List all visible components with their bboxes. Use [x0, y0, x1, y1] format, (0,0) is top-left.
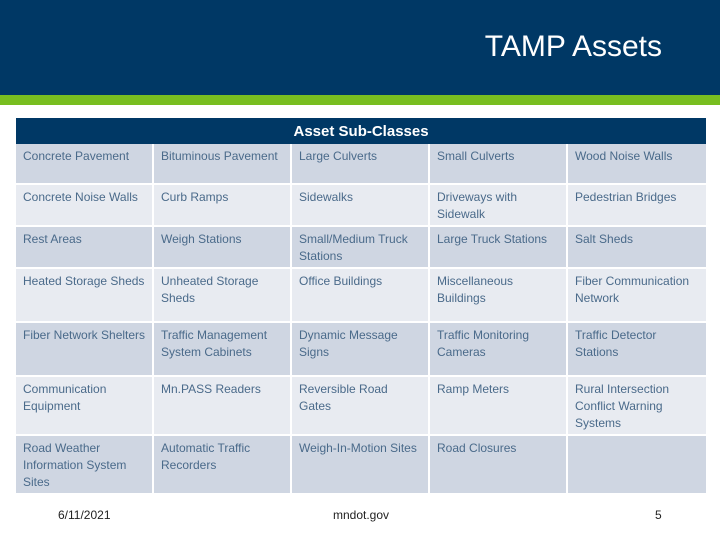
asset-subclasses-table	[16, 118, 706, 495]
table-cell: Reversible Road Gates	[292, 377, 430, 436]
table-cell: Large Culverts	[292, 144, 430, 185]
table-cell: Pedestrian Bridges	[568, 185, 706, 227]
table-cell: Unheated Storage Sheds	[154, 269, 292, 323]
table-cell: Concrete Pavement	[16, 144, 154, 185]
table-cell: Ramp Meters	[430, 377, 568, 436]
table-cell: Heated Storage Sheds	[16, 269, 154, 323]
table-cell: Fiber Communication Network	[568, 269, 706, 323]
table-cell: Traffic Monitoring Cameras	[430, 323, 568, 377]
table-cell: Salt Sheds	[568, 227, 706, 269]
table-cell	[568, 436, 706, 495]
footer-site: mndot.gov	[333, 508, 390, 522]
table-cell: Traffic Detector Stations	[568, 323, 706, 377]
table-row	[16, 323, 706, 377]
table-row	[16, 185, 706, 227]
table-cell: Weigh-In-Motion Sites	[292, 436, 430, 495]
table-header: Asset Sub-Classes	[16, 118, 706, 144]
page-number: 5	[655, 508, 662, 522]
table-cell: Communication Equipment	[16, 377, 154, 436]
table-cell: Road Weather Information System Sites	[16, 436, 154, 495]
table-cell: Small/Medium Truck Stations	[292, 227, 430, 269]
table-cell: Dynamic Message Signs	[292, 323, 430, 377]
table-row	[16, 144, 706, 185]
table-cell: Driveways with Sidewalk	[430, 185, 568, 227]
table-row	[16, 377, 706, 436]
table-cell: Large Truck Stations	[430, 227, 568, 269]
table-cell: Rest Areas	[16, 227, 154, 269]
table-cell: Road Closures	[430, 436, 568, 495]
table-cell: Fiber Network Shelters	[16, 323, 154, 377]
footer-date: 6/11/2021	[58, 508, 111, 522]
table-cell: Traffic Management System Cabinets	[154, 323, 292, 377]
table-cell: Miscellaneous Buildings	[430, 269, 568, 323]
table-cell: Curb Ramps	[154, 185, 292, 227]
table-cell: Bituminous Pavement	[154, 144, 292, 185]
accent-bar	[0, 95, 720, 105]
table-cell: Office Buildings	[292, 269, 430, 323]
table-header-row	[16, 118, 706, 144]
table-cell: Mn.PASS Readers	[154, 377, 292, 436]
table-row	[16, 227, 706, 269]
table-cell: Rural Intersection Conflict Warning Systems	[568, 377, 706, 436]
table-cell: Sidewalks	[292, 185, 430, 227]
slide-title: TAMP Assets	[484, 30, 662, 63]
table-cell: Concrete Noise Walls	[16, 185, 154, 227]
table-row	[16, 436, 706, 495]
table-cell: Wood Noise Walls	[568, 144, 706, 185]
table-row	[16, 269, 706, 323]
table-cell: Automatic Traffic Recorders	[154, 436, 292, 495]
table-cell: Small Culverts	[430, 144, 568, 185]
table-cell: Weigh Stations	[154, 227, 292, 269]
header-band	[0, 0, 720, 95]
